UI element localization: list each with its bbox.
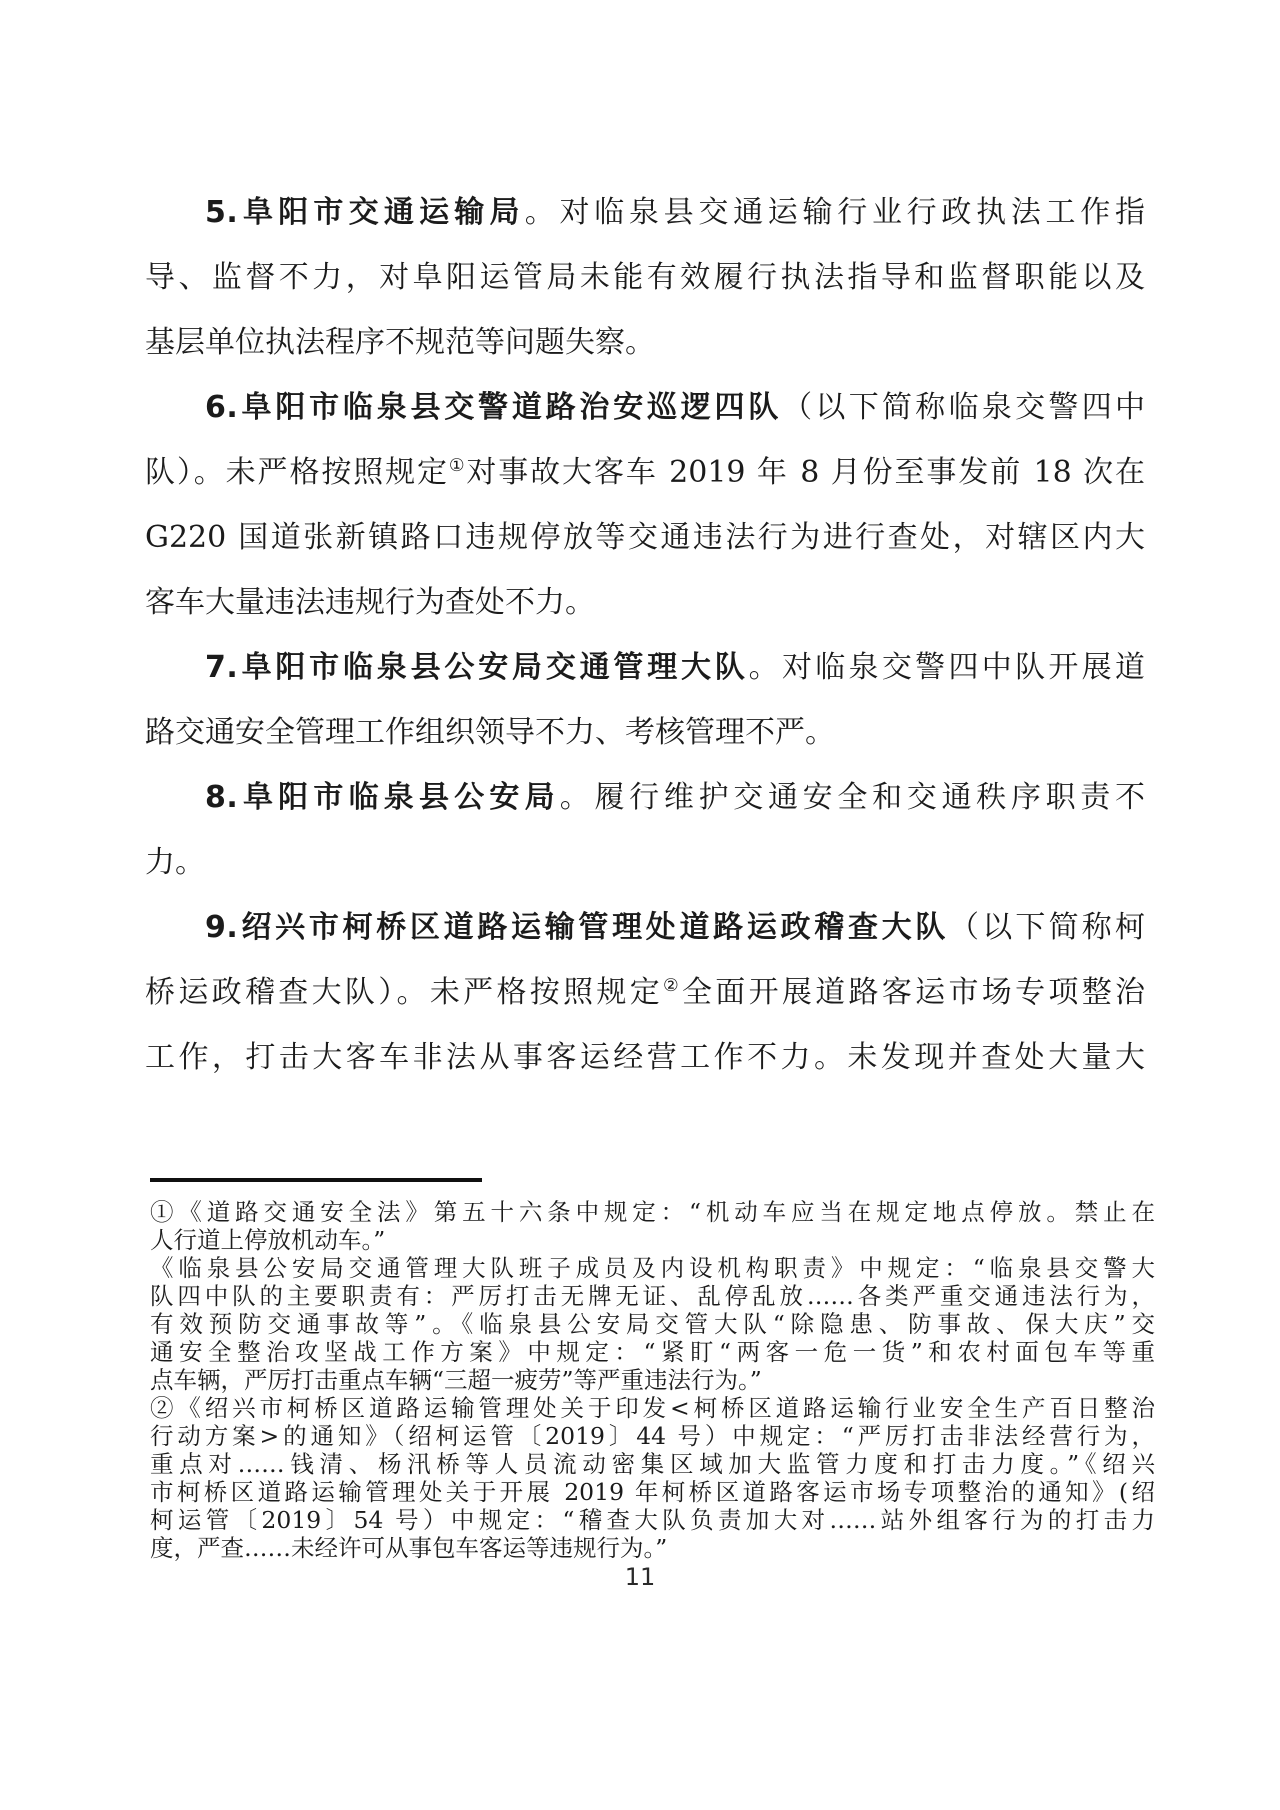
body-line (145, 700, 1145, 765)
body-text-segment: 导、监督不力，对阜阳运管局未能有效履行执法指导和监督职能以及 (145, 260, 1145, 295)
footnote-line: 通安全整治攻坚战工作方案》中规定：“紧盯“两客一危一货”和农村面包车等重 (150, 1338, 1155, 1366)
body-text-segment: 路交通安全管理工作组织领导不力、考核管理不严。 (145, 715, 835, 750)
footnote-line: 柯运管〔2019〕54 号）中规定：“稽查大队负责加大对……站外组客行为的打击力 (150, 1506, 1155, 1534)
body-line (145, 505, 1145, 570)
body-text-segment: 全面开展道路客运市场专项整治 (681, 975, 1146, 1010)
entity-heading: 9.绍兴市柯桥区道路运输管理处道路运政稽查大队 (205, 910, 950, 945)
body-text-segment: 对事故大客车 2019 年 8 月份至事发前 18 次在 (466, 455, 1146, 490)
body-text-segment: 力。 (145, 845, 205, 880)
body-line (145, 895, 1145, 960)
body-line (145, 635, 1145, 700)
body-line (145, 440, 1145, 505)
body-text-segment: 队）。未严格按照规定 (145, 455, 449, 490)
footnote-line: 重点对……钱清、杨汛桥等人员流动密集区域加大监管力度和打击力度。”《绍兴 (150, 1450, 1155, 1478)
document-body (145, 180, 1145, 1090)
body-line (145, 765, 1145, 830)
entity-heading: 6.阜阳市临泉县交警道路治安巡逻四队 (205, 390, 783, 425)
body-text-segment: 。对临泉交警四中队开展道 (748, 650, 1145, 685)
body-text-segment: 。履行维护交通安全和交通秩序职责不 (559, 780, 1145, 815)
body-text-segment: 。对临泉县交通运输行业行政执法工作指 (524, 195, 1145, 230)
footnotes (150, 1198, 1155, 1562)
body-text-segment: 基层单位执法程序不规范等问题失察。 (145, 325, 655, 360)
body-line (145, 180, 1145, 245)
body-text-segment: 桥运政稽查大队）。未严格按照规定 (145, 975, 664, 1010)
footnote-line: 有效预防交通事故等”。《临泉县公安局交管大队“除隐患、防事故、保大庆”交 (150, 1310, 1155, 1338)
footnote-line: ②《绍兴市柯桥区道路运输管理处关于印发<柯桥区道路运输行业安全生产百日整治 (150, 1394, 1155, 1422)
body-line (145, 960, 1145, 1025)
footnote-line: 行动方案>的通知》（绍柯运管〔2019〕44 号）中规定：“严厉打击非法经营行为， (150, 1422, 1155, 1450)
body-text-segment: G220 国道张新镇路口违规停放等交通违法行为进行查处，对辖区内大 (145, 520, 1145, 555)
body-text-segment: （以下简称临泉交警四中 (782, 390, 1145, 425)
entity-heading: 5.阜阳市交通运输局 (205, 195, 525, 230)
body-text-segment: 工作，打击大客车非法从事客运经营工作不力。未发现并查处大量大 (145, 1040, 1145, 1075)
entity-heading: 8.阜阳市临泉县公安局 (205, 780, 560, 815)
footnote-line: 市柯桥区道路运输管理处关于开展 2019 年柯桥区道路客运市场专项整治的通知》(绍 (150, 1478, 1155, 1506)
footnote-line: 点车辆，严厉打击重点车辆“三超一疲劳”等严重违法行为。” (150, 1366, 762, 1394)
body-line (145, 375, 1145, 440)
body-text-segment: 客车大量违法违规行为查处不力。 (145, 585, 595, 620)
footnote-line: 人行道上停放机动车。” (150, 1226, 386, 1254)
footnote-line: 度，严查……未经许可从事包车客运等违规行为。” (150, 1534, 668, 1562)
body-line (145, 245, 1145, 310)
footnote-marker: ② (663, 976, 682, 996)
footnote-line: 《临泉县公安局交通管理大队班子成员及内设机构职责》中规定：“临泉县交警大 (150, 1254, 1155, 1282)
page-number: 11 (624, 1563, 656, 1591)
body-line (145, 1025, 1145, 1090)
body-line (145, 570, 1145, 635)
footnote-line: ①《道路交通安全法》第五十六条中规定：“机动车应当在规定地点停放。禁止在 (150, 1198, 1155, 1226)
body-line (145, 310, 1145, 375)
body-text-segment: （以下简称柯 (949, 910, 1145, 945)
footnote-line: 队四中队的主要职责有：严厉打击无牌无证、乱停乱放……各类严重交通违法行为， (150, 1282, 1155, 1310)
footnote-marker: ① (448, 456, 467, 476)
footnote-separator (150, 1178, 482, 1182)
body-line (145, 830, 1145, 895)
entity-heading: 7.阜阳市临泉县公安局交通管理大队 (205, 650, 749, 685)
